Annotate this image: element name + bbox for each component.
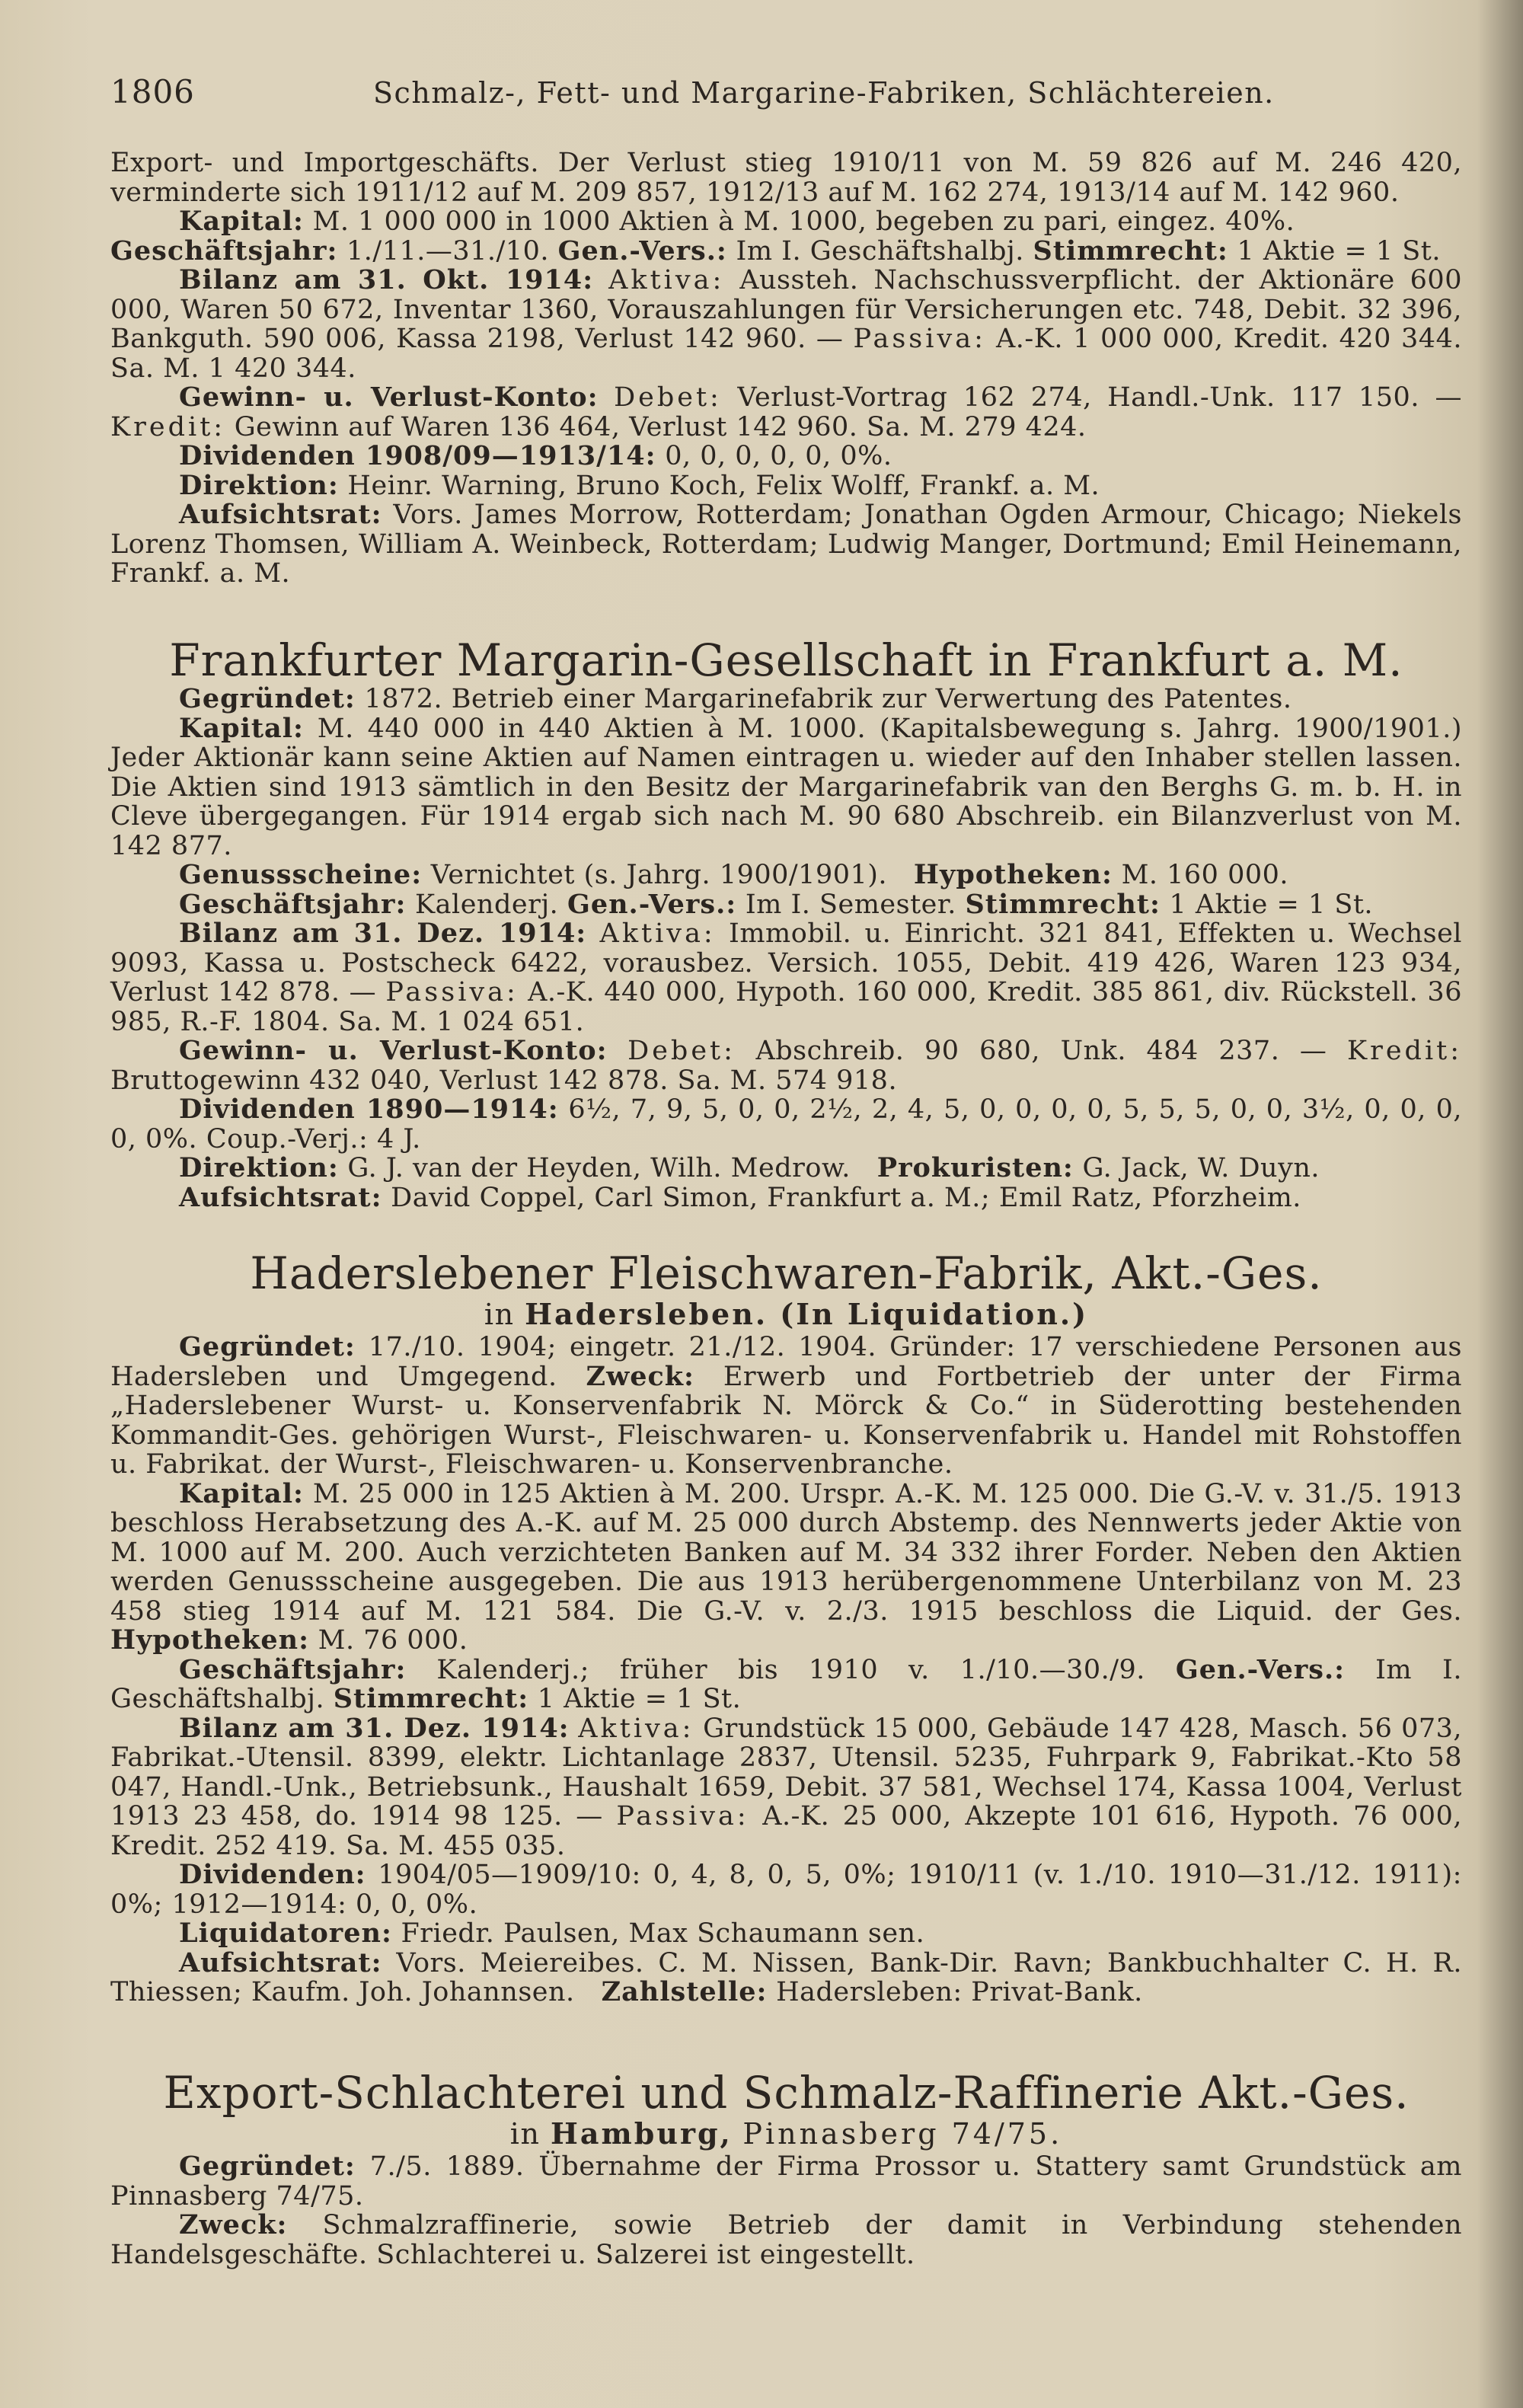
aufsichtsrat-entry: Aufsichtsrat: David Coppel, Carl Simon, Frankfurt a. M.; Emil Ratz, Pforzheim. xyxy=(179,1181,1301,1213)
company-subtitle: in Hamburg, Pinnasberg 74/75. xyxy=(509,2116,1063,2151)
section-previous-company xyxy=(110,149,1462,589)
section-export-schlachterei xyxy=(110,2068,1462,2269)
bilanz-entry: Bilanz am 31. Dez. 1914: Aktiva: Immobil. u. Einricht. 321 841, Effekten u. Wechsel 9093, Kassa u. Postscheck 6422, vorausbez. Versich. 1055, Debit. 419 426, Waren 123 934, Verlust 142 878. — Passiva: A.-K. 440 000, Hypoth. 160 000, Kredit. 385 861, div. Rückstell. 36 985, R.-F. 1804. Sa. M. 1 024 651. xyxy=(110,918,1462,1037)
page-number: 1806 xyxy=(110,73,195,110)
dividenden-entry: Dividenden: 1904/05—1909/10: 0, 4, 8, 0, 5, 0%; 1910/11 (v. 1./10. 1910—31./12. 1911): 0%; 1912—1914: 0, 0, 0%. xyxy=(110,1859,1462,1920)
company-subtitle: in Hadersleben. (In Liquidation.) xyxy=(484,1297,1089,1331)
aufsichtsrat-entry: Aufsichtsrat: Vors. James Morrow, Rotterdam; Jonathan Ogden Armour, Chicago; Niekels Lorenz Thomsen, William A. Weinbeck, Rotterdam; Ludwig Manger, Dortmund; Emil Heinemann, Frankf. a. M. xyxy=(110,499,1462,589)
guv-entry: Gewinn- u. Verlust-Konto: Debet: Verlust-Vortrag 162 274, Handl.-Unk. 117 150. — Kredit: Gewinn auf Waren 136 464, Verlust 142 960. Sa. M. 279 424. xyxy=(110,382,1463,442)
dividenden-entry: Dividenden 1890—1914: 6½, 7, 9, 5, 0, 0, 2½, 2, 4, 5, 0, 0, 0, 0, 5, 5, 5, 0, 0, 3½, 0, 0, 0, 0, 0%. Coup.-Verj.: 4 J. xyxy=(110,1094,1462,1154)
zweck-entry: Zweck: Schmalzraffinerie, sowie Betrieb der damit in Verbindung stehenden Handelsgeschäfte. Schlachterei u. Salzerei ist eingestellt. xyxy=(110,2209,1462,2270)
gegruendet-entry: Gegründet: 7./5. 1889. Übernahme der Firma Prossor u. Stattery samt Grundstück am Pinnasberg 74/75. xyxy=(110,2151,1462,2212)
genuss-entry: Genussscheine: Vernichtet (s. Jahrg. 1900/1901). Hypotheken: M. 160 000. xyxy=(179,859,1289,890)
gegruendet-entry: Gegründet: 1872. Betrieb einer Margarinefabrik zur Verwertung des Patentes. xyxy=(179,683,1292,714)
kapital-entry: Kapital: M. 440 000 in 440 Aktien à M. 1000. (Kapitalsbewegung s. Jahrg. 1900/1901.) Jeder Aktionär kann seine Aktien auf Namen eintragen u. wieder auf den Inhaber stellen lassen. Die Aktien sind 1913 sämtlich in den Besitz der Margarinefabrik van den Berghs G. m. b. H. in Cleve übergegangen. Für 1914 ergab sich nach M. 90 680 Abschreib. ein Bilanzverlust von M. 142 877. xyxy=(110,712,1462,861)
dividenden-entry: Dividenden 1908/09—1913/14: 0, 0, 0, 0, 0, 0%. xyxy=(179,440,892,471)
meta-entry: Geschäftsjahr: Kalenderj. Gen.-Vers.: Im I. Semester. Stimmrecht: 1 Aktie = 1 St. xyxy=(179,888,1374,920)
company-title: Export-Schlachterei und Schmalz-Raffinerie Akt.-Ges. xyxy=(163,2067,1410,2119)
kapital-entry: Kapital: M. 1 000 000 in 1000 Aktien à M. 1000, begeben zu pari, eingez. 40%. xyxy=(179,206,1295,237)
section-frankfurter-margarin xyxy=(110,636,1462,1212)
company-title: Frankfurter Margarin-Gesellschaft in Frankfurt a. M. xyxy=(169,634,1403,686)
gegruendet-entry: Gegründet: 17./10. 1904; eingetr. 21./12. 1904. Gründer: 17 verschiedene Personen aus Hadersleben und Umgegend. Zweck: Erwerb und Fortbetrieb der unter der Firma „Haderslebener Wurst- u. Konservenfabrik N. Mörck & Co.“ in Süderotting bestehenden Kommandit-Ges. gehörigen Wurst-, Fleischwaren- u. Konservenfabrik u. Handel mit Rohstoffen u. Fabrikat. der Wurst-, Fleischwaren- u. Konservenbranche. xyxy=(110,1331,1462,1480)
liquidatoren-entry: Liquidatoren: Friedr. Paulsen, Max Schaumann sen. xyxy=(179,1918,925,1949)
section-haderslebener xyxy=(110,1249,1462,2007)
company-title: Haderslebener Fleischwaren-Fabrik, Akt.-Ges. xyxy=(250,1247,1323,1299)
meta-entry: Geschäftsjahr: Kalenderj.; früher bis 1910 v. 1./10.—30./9. Gen.-Vers.: Im I. Geschäftshalbj. Stimmrecht: 1 Aktie = 1 St. xyxy=(110,1653,1462,1714)
kapital-entry: Kapital: M. 25 000 in 125 Aktien à M. 200. Urspr. A.-K. M. 125 000. Die G.-V. v. 31./5. 1913 beschloss Herabsetzung des A.-K. auf M. 25 000 durch Abstemp. des Nennwerts jeder Aktie von M. 1000 auf M. 200. Auch verzichteten Banken auf M. 34 332 ihrer Forder. Neben den Aktien werden Genussscheine ausgegeben. Die aus 1913 herübergenommene Unterbilanz von M. 23 458 stieg 1914 auf M. 121 584. Die G.-V. v. 2./3. 1915 beschloss die Liquid. der Ges. Hypotheken: M. 76 000. xyxy=(110,1477,1462,1656)
bilanz-entry: Bilanz am 31. Okt. 1914: Aktiva: Aussteh. Nachschussverpflicht. der Aktionäre 600 000, Waren 50 672, Inventar 1360, Vorauszahlungen für Versicherungen etc. 748, Debit. 32 396, Bankguth. 590 006, Kassa 2198, Verlust 142 960. — Passiva: A.-K. 1 000 000, Kredit. 420 344. Sa. M. 1 420 344. xyxy=(110,264,1462,384)
direktion-entry: Direktion: G. J. van der Heyden, Wilh. Medrow. Prokuristen: G. Jack, W. Duyn. xyxy=(179,1152,1320,1183)
guv-entry: Gewinn- u. Verlust-Konto: Debet: Abschreib. 90 680, Unk. 484 237. — Kredit: Bruttogewinn 432 040, Verlust 142 878. Sa. M. 574 918. xyxy=(110,1035,1463,1096)
bilanz-entry: Bilanz am 31. Dez. 1914: Aktiva: Grundstück 15 000, Gebäude 147 428, Masch. 56 073, Fabrikat.-Utensil. 8399, elektr. Lichtanlage 2837, Utensil. 5235, Fuhrpark 9, Fabrikat.-Kto 58 047, Handl.-Unk., Betriebsunk., Haushalt 1659, Debit. 37 581, Wechsel 174, Kassa 1004, Verlust 1913 23 458, do. 1914 98 125. — Passiva: A.-K. 25 000, Akzepte 101 616, Hypoth. 76 000, Kredit. 252 419. Sa. M. 455 035. xyxy=(110,1712,1463,1861)
page-header xyxy=(110,73,1477,119)
meta-entry: Geschäftsjahr: 1./11.—31./10. Gen.-Vers.: Im I. Geschäftshalbj. Stimmrecht: 1 Aktie = 1 St. xyxy=(110,235,1441,267)
aufsichtsrat-entry: Aufsichtsrat: Vors. Meiereibes. C. M. Nissen, Bank-Dir. Ravn; Bankbuchhalter C. H. R. Thiessen; Kaufm. Joh. Johannsen. Zahlstelle: Hadersleben: Privat-Bank. xyxy=(110,1947,1462,2007)
intro-paragraph: Export- und Importgeschäfts. Der Verlust stieg 1910/11 von M. 59 826 auf M. 246 420, verminderte sich 1911/12 auf M. 209 857, 1912/13 auf M. 162 274, 1913/14 auf M. 142 960. xyxy=(110,148,1462,208)
running-title: Schmalz-, Fett- und Margarine-Fabriken, Schlächtereien. xyxy=(373,76,1275,110)
direktion-entry: Direktion: Heinr. Warning, Bruno Koch, Felix Wolff, Frankf. a. M. xyxy=(179,469,1100,501)
